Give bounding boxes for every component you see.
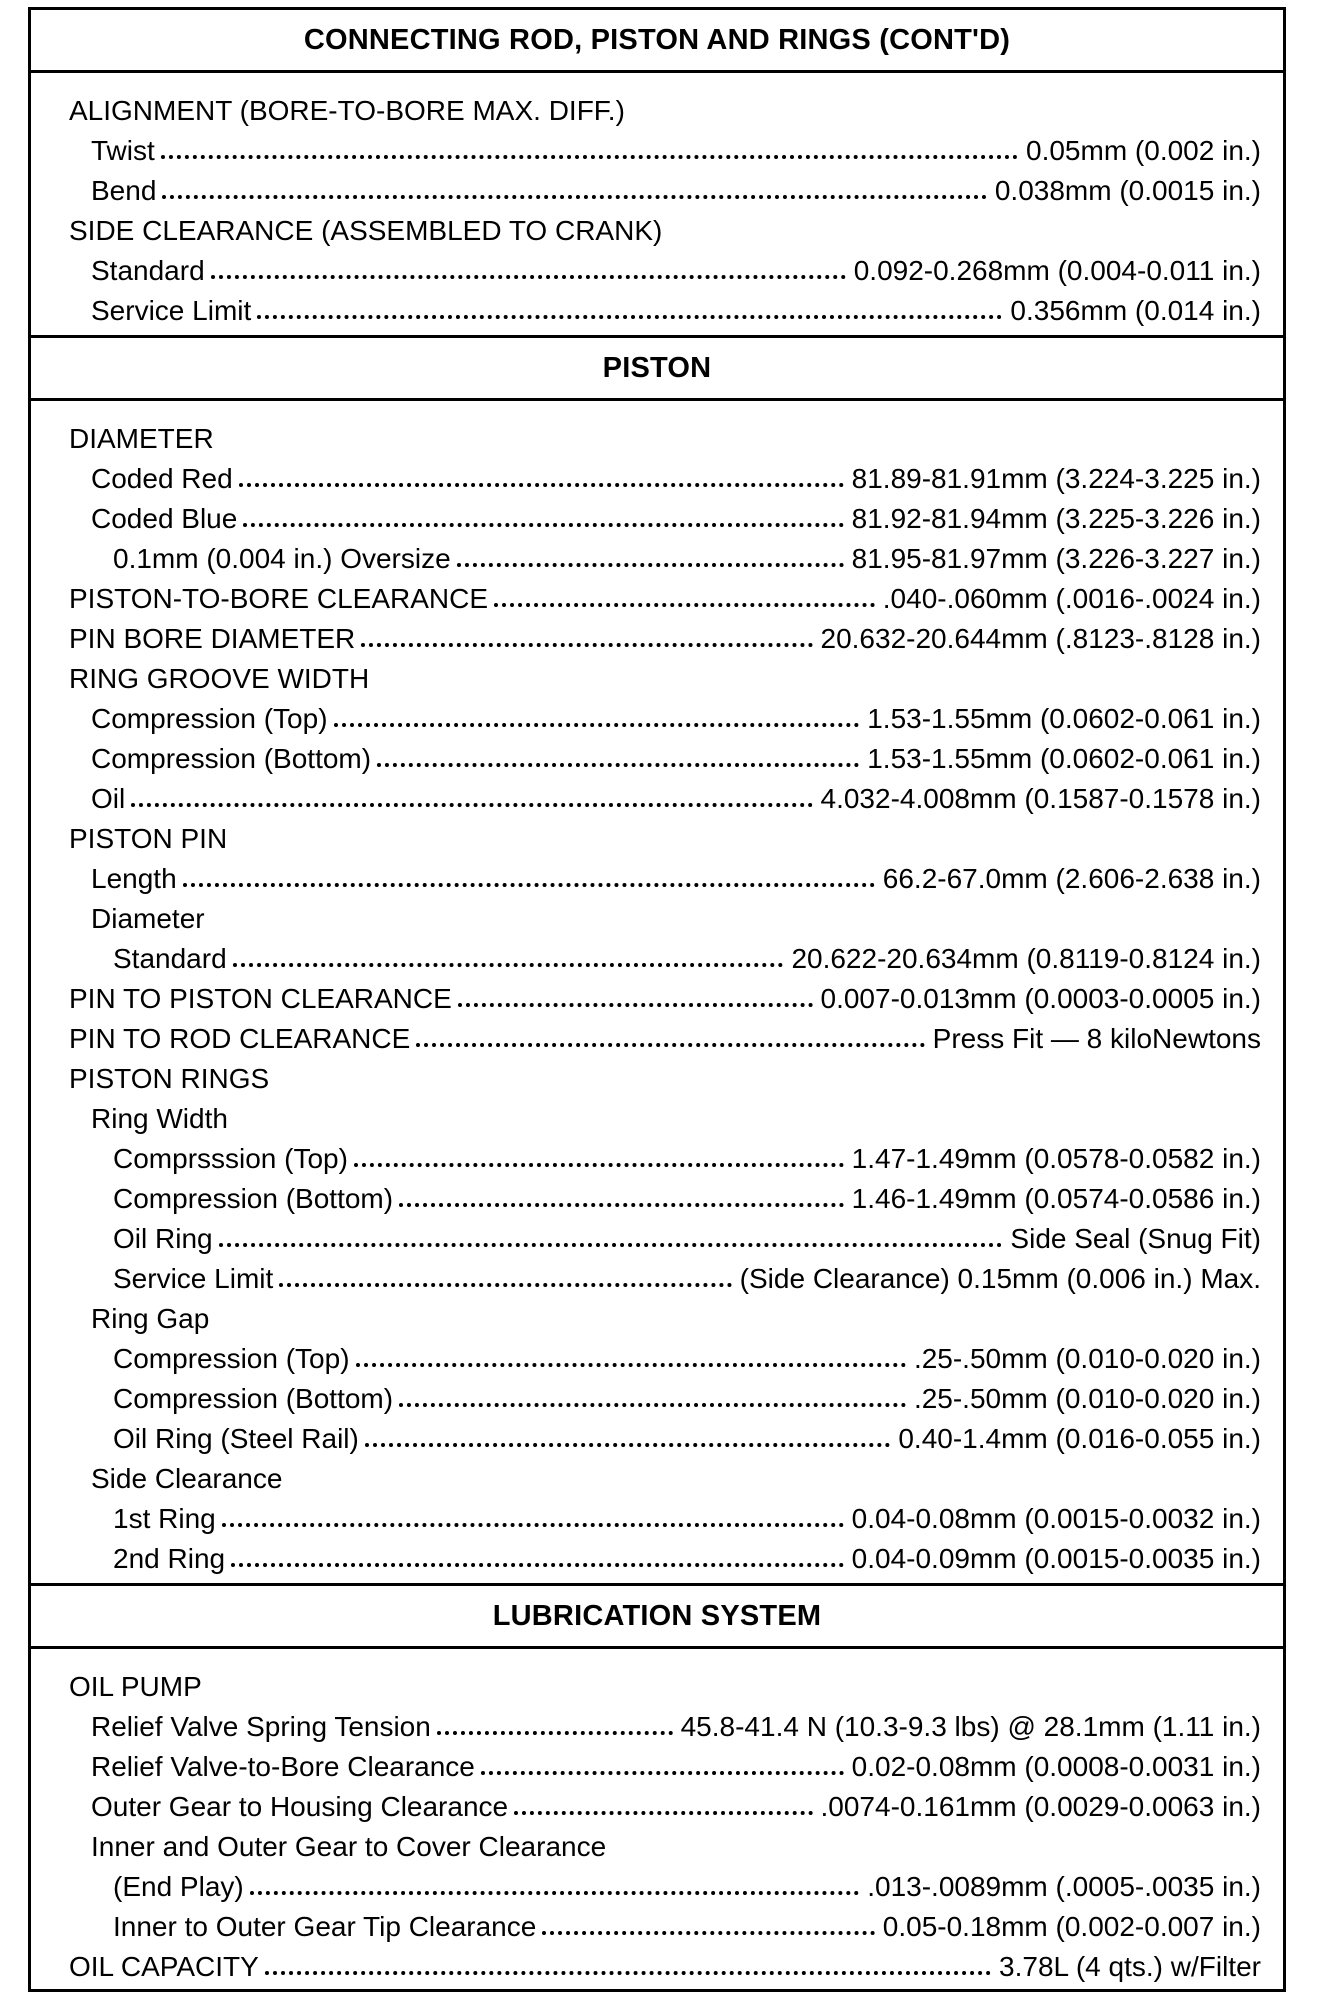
spec-row: [69, 1133, 1261, 1173]
spec-row: [69, 933, 1261, 973]
dot-leader: [265, 1971, 991, 1975]
spec-row: [69, 453, 1261, 493]
spec-row: [69, 1413, 1261, 1453]
spec-label: Ring Width: [91, 1103, 228, 1134]
spec-value: 0.40-1.4mm (0.016-0.055 in.): [898, 1423, 1261, 1454]
spec-value: 4.032-4.008mm (0.1587-0.1578 in.): [820, 783, 1261, 814]
spec-label: SIDE CLEARANCE (ASSEMBLED TO CRANK): [69, 215, 663, 246]
spec-row: [69, 1053, 1261, 1093]
spec-value: .013-.0089mm (.0005-.0035 in.): [867, 1871, 1261, 1902]
dot-leader: [162, 195, 986, 199]
dot-leader: [514, 1811, 812, 1815]
spec-value: 0.05mm (0.002 in.): [1026, 135, 1261, 166]
spec-label: Compression (Top): [113, 1343, 350, 1374]
dot-leader: [542, 1931, 874, 1935]
spec-row: [69, 245, 1261, 285]
spec-row: [69, 1013, 1261, 1053]
spec-value: 1.53-1.55mm (0.0602-0.061 in.): [867, 703, 1261, 734]
spec-value: 45.8-41.4 N (10.3-9.3 lbs) @ 28.1mm (1.11 in.): [680, 1711, 1261, 1742]
spec-row: [69, 413, 1261, 453]
spec-row: [69, 733, 1261, 773]
spec-row: [69, 1821, 1261, 1861]
section-title: CONNECTING ROD, PISTON AND RINGS (CONT'D): [303, 23, 1011, 56]
spec-value: 81.95-81.97mm (3.226-3.227 in.): [851, 543, 1261, 574]
spec-row: [69, 285, 1261, 325]
dot-leader: [233, 963, 784, 967]
section-body-connecting-rod: [31, 73, 1283, 335]
spec-row: [69, 1701, 1261, 1741]
spec-row: [69, 773, 1261, 813]
dot-leader: [361, 643, 812, 647]
spec-row: [69, 1253, 1261, 1293]
spec-value: 81.89-81.91mm (3.224-3.225 in.): [851, 463, 1261, 494]
spec-row: [69, 1373, 1261, 1413]
spec-value: 0.038mm (0.0015 in.): [994, 175, 1261, 206]
dot-leader: [243, 523, 843, 527]
spec-value: 3.78L (4 qts.) w/Filter: [999, 1951, 1261, 1982]
dot-leader: [354, 1163, 844, 1167]
spec-label: Relief Valve-to-Bore Clearance: [91, 1751, 475, 1782]
spec-value: 0.092-0.268mm (0.004-0.011 in.): [853, 255, 1261, 286]
spec-row: [69, 493, 1261, 533]
section-body-lubrication: [31, 1649, 1283, 1989]
spec-row: [69, 1093, 1261, 1133]
dot-leader: [399, 1203, 844, 1207]
spec-value: 1.46-1.49mm (0.0574-0.0586 in.): [851, 1183, 1261, 1214]
spec-label: Bend: [91, 175, 157, 206]
spec-label: Diameter: [91, 903, 205, 934]
spec-row: [69, 1453, 1261, 1493]
dot-leader: [481, 1771, 844, 1775]
spec-label: PIN BORE DIAMETER: [69, 623, 356, 654]
spec-label: Oil: [91, 783, 126, 814]
spec-label: Standard: [91, 255, 205, 286]
spec-label: (End Play): [113, 1871, 244, 1902]
spec-label: Compression (Bottom): [91, 743, 372, 774]
dot-leader: [334, 723, 860, 727]
spec-value: .0074-0.161mm (0.0029-0.0063 in.): [820, 1791, 1261, 1822]
spec-value: Press Fit — 8 kiloNewtons: [932, 1023, 1261, 1054]
spec-row: [69, 613, 1261, 653]
spec-row: [69, 1493, 1261, 1533]
dot-leader: [211, 275, 846, 279]
spec-row: [69, 893, 1261, 933]
dot-leader: [377, 763, 859, 767]
spec-value: 20.622-20.634mm (0.8119-0.8124 in.): [791, 943, 1261, 974]
spec-row: [69, 1173, 1261, 1213]
spec-label: ALIGNMENT (BORE-TO-BORE MAX. DIFF.): [69, 95, 625, 126]
dot-leader: [437, 1731, 673, 1735]
dot-leader: [457, 563, 844, 567]
spec-label: Compression (Bottom): [113, 1183, 394, 1214]
dot-leader: [161, 155, 1018, 159]
dot-leader: [257, 315, 1002, 319]
dot-leader: [356, 1363, 906, 1367]
spec-row: [69, 853, 1261, 893]
spec-value: 0.04-0.09mm (0.0015-0.0035 in.): [851, 1543, 1261, 1574]
dot-leader: [279, 1283, 731, 1287]
dot-leader: [416, 1043, 924, 1047]
spec-label: Twist: [91, 135, 155, 166]
spec-row: [69, 1213, 1261, 1253]
section-title: PISTON: [602, 351, 712, 384]
spec-label: 0.1mm (0.004 in.) Oversize: [113, 543, 451, 574]
spec-label: 1st Ring: [113, 1503, 216, 1534]
spec-label: Outer Gear to Housing Clearance: [91, 1791, 509, 1822]
spec-label: RING GROOVE WIDTH: [69, 663, 370, 694]
dot-leader: [365, 1443, 891, 1447]
spec-row: [69, 533, 1261, 573]
spec-row: [69, 973, 1261, 1013]
section-body-piston: [31, 401, 1283, 1583]
spec-label: PISTON RINGS: [69, 1063, 270, 1094]
dot-leader: [231, 1563, 844, 1567]
spec-value: 20.632-20.644mm (.8123-.8128 in.): [820, 623, 1261, 654]
spec-table: [28, 7, 1286, 1992]
dot-leader: [239, 483, 844, 487]
spec-value: 0.04-0.08mm (0.0015-0.0032 in.): [851, 1503, 1261, 1534]
spec-label: OIL PUMP: [69, 1671, 202, 1702]
spec-label: DIAMETER: [69, 423, 214, 454]
spec-value: Side Seal (Snug Fit): [1010, 1223, 1261, 1254]
spec-row: [69, 205, 1261, 245]
spec-label: Service Limit: [113, 1263, 274, 1294]
spec-row: [69, 573, 1261, 613]
spec-label: Inner to Outer Gear Tip Clearance: [113, 1911, 537, 1942]
spec-row: [69, 1741, 1261, 1781]
spec-row: [69, 1901, 1261, 1941]
spec-row: [69, 1293, 1261, 1333]
spec-label: Ring Gap: [91, 1303, 210, 1334]
spec-row: [69, 1533, 1261, 1573]
spec-value: (Side Clearance) 0.15mm (0.006 in.) Max.: [739, 1263, 1261, 1294]
dot-leader: [219, 1243, 1003, 1247]
spec-label: PISTON-TO-BORE CLEARANCE: [69, 583, 489, 614]
spec-row: [69, 1661, 1261, 1701]
dot-leader: [250, 1891, 860, 1895]
spec-label: Coded Blue: [91, 503, 238, 534]
dot-leader: [399, 1403, 906, 1407]
dot-leader: [494, 603, 875, 607]
spec-value: 81.92-81.94mm (3.225-3.226 in.): [851, 503, 1261, 534]
spec-value: 0.02-0.08mm (0.0008-0.0031 in.): [851, 1751, 1261, 1782]
section-header-lubrication: [31, 1583, 1283, 1649]
spec-label: Service Limit: [91, 295, 252, 326]
spec-value: 0.356mm (0.014 in.): [1010, 295, 1261, 326]
spec-row: [69, 653, 1261, 693]
spec-value: .25-.50mm (0.010-0.020 in.): [913, 1343, 1261, 1374]
dot-leader: [131, 803, 812, 807]
spec-row: [69, 1333, 1261, 1373]
spec-row: [69, 125, 1261, 165]
spec-label: Length: [91, 863, 177, 894]
spec-label: Inner and Outer Gear to Cover Clearance: [91, 1831, 607, 1862]
dot-leader: [222, 1523, 844, 1527]
spec-row: [69, 1861, 1261, 1901]
dot-leader: [183, 883, 875, 887]
spec-value: 1.53-1.55mm (0.0602-0.061 in.): [867, 743, 1261, 774]
spec-value: 0.05-0.18mm (0.002-0.007 in.): [882, 1911, 1261, 1942]
spec-value: 66.2-67.0mm (2.606-2.638 in.): [882, 863, 1261, 894]
spec-label: Oil Ring: [113, 1223, 213, 1254]
spec-label: Coded Red: [91, 463, 233, 494]
spec-label: PIN TO ROD CLEARANCE: [69, 1023, 411, 1054]
section-header-connecting-rod: [31, 10, 1283, 73]
spec-row: [69, 1781, 1261, 1821]
spec-value: .040-.060mm (.0016-.0024 in.): [882, 583, 1261, 614]
spec-value: 1.47-1.49mm (0.0578-0.0582 in.): [851, 1143, 1261, 1174]
spec-label: Relief Valve Spring Tension: [91, 1711, 431, 1742]
spec-label: PIN TO PISTON CLEARANCE: [69, 983, 452, 1014]
spec-label: Compression (Top): [91, 703, 328, 734]
spec-label: Comprsssion (Top): [113, 1143, 348, 1174]
spec-row: [69, 813, 1261, 853]
spec-label: PISTON PIN: [69, 823, 228, 854]
spec-row: [69, 165, 1261, 205]
section-header-piston: [31, 335, 1283, 401]
spec-label: Oil Ring (Steel Rail): [113, 1423, 359, 1454]
spec-label: OIL CAPACITY: [69, 1951, 259, 1982]
spec-label: Compression (Bottom): [113, 1383, 394, 1414]
spec-label: 2nd Ring: [113, 1543, 226, 1574]
spec-row: [69, 85, 1261, 125]
dot-leader: [458, 1003, 813, 1007]
spec-value: .25-.50mm (0.010-0.020 in.): [913, 1383, 1261, 1414]
spec-value: 0.007-0.013mm (0.0003-0.0005 in.): [820, 983, 1261, 1014]
spec-label: Side Clearance: [91, 1463, 283, 1494]
section-title: LUBRICATION SYSTEM: [492, 1599, 822, 1632]
spec-row: [69, 693, 1261, 733]
spec-row: [69, 1941, 1261, 1981]
spec-label: Standard: [113, 943, 227, 974]
